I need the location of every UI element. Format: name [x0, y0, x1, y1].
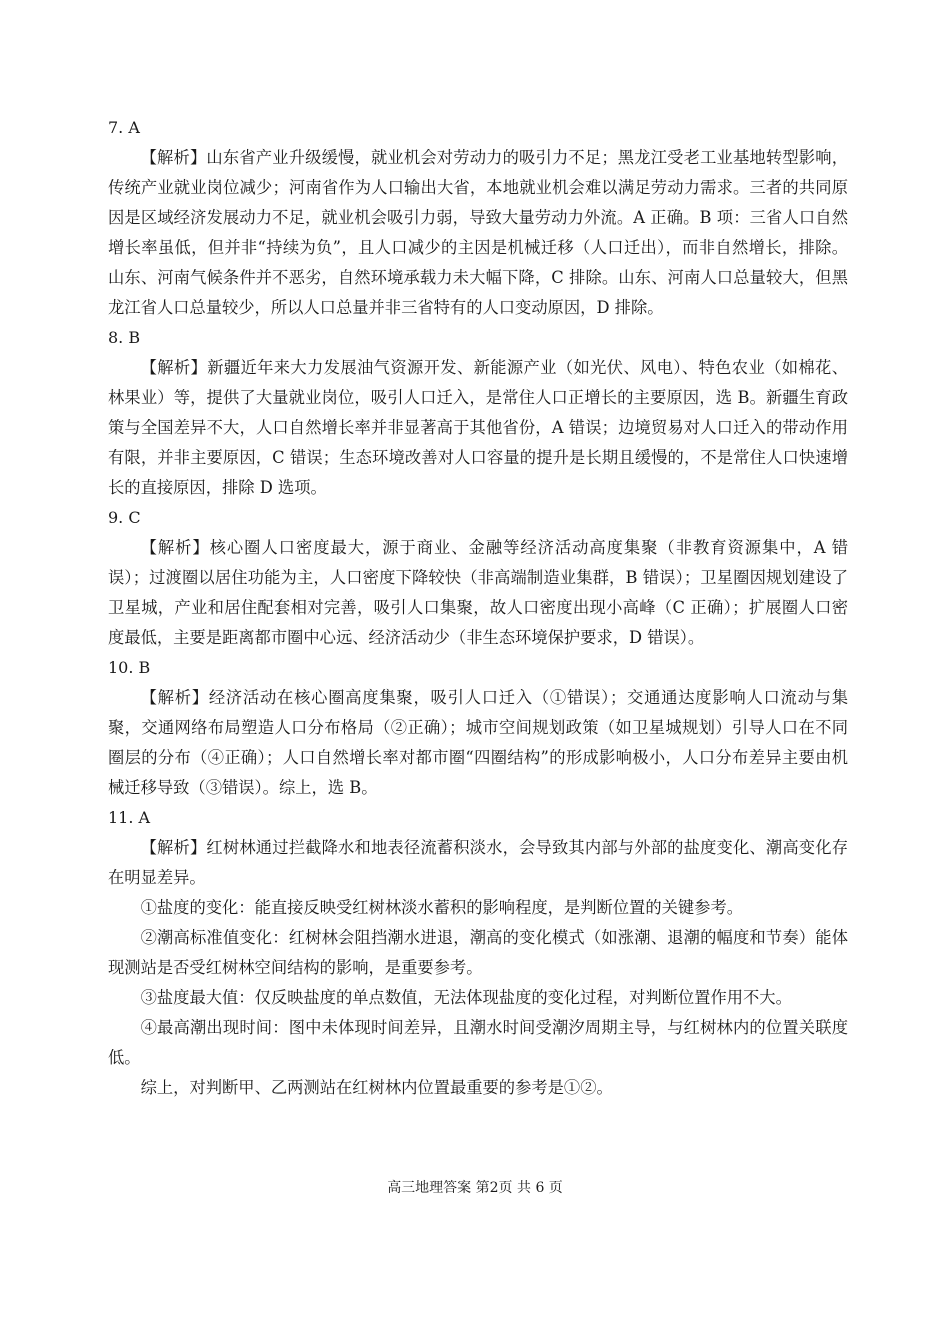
analysis-point-3: ③盐度最大值：仅反映盐度的单点数值，无法体现盐度的变化过程，对判断位置作用不大。: [140, 988, 792, 1007]
analysis-paragraph: 【解析】核心圈人口密度最大，源于商业、金融等经济活动高度集聚（非教育资源集中，A 错误）；过渡圈以居住功能为主，人口密度下降较快（非高端制造业集群，B 错误）；卫星圈因规划建设了卫星城，产业和居住配套相对完善，吸引人口集聚，故人口密度出现小高峰（C 正确）；扩展圈人口密度最低，主要是距离都市圈中心远、经济活动少（非生态环境保护要求，D 错误）。: [108, 538, 848, 647]
analysis-point-1: ①盐度的变化：能直接反映受红树林淡水蓄积的影响程度，是判断位置的关键参考。: [140, 898, 744, 917]
analysis-paragraph: 【解析】经济活动在核心圈高度集聚，吸引人口迁入（①错误）；交通通达度影响人口流动与集聚，交通网络布局塑造人口分布格局（②正确）；城市空间规划政策（如卫星城规划）引导人口在不同圈层的分布（④正确）；人口自然增长率对都市圈“四圈结构”的形成影响极小，人口分布差异主要由机械迁移导致（③错误）。综上，选 B。: [108, 688, 848, 797]
question-number: 9. C: [108, 508, 141, 527]
question-number: 10. B: [108, 658, 151, 677]
question-number: 7. A: [108, 118, 140, 137]
page-footer: 高三地理答案 第2页 共 6 页: [387, 1180, 563, 1196]
analysis-point-2: ②潮高标准值变化：红树林会阻挡潮水进退，潮高的变化模式（如涨潮、退潮的幅度和节奏）能体现测站是否受红树林空间结构的影响，是重要参考。: [108, 928, 848, 977]
analysis-conclusion: 综上，对判断甲、乙两测站在红树林内位置最重要的参考是①②。: [140, 1078, 613, 1097]
analysis-point-4: ④最高潮出现时间：图中未体现时间差异，且潮水时间受潮汐周期主导，与红树林内的位置关联度低。: [108, 1018, 848, 1067]
analysis-paragraph: 【解析】新疆近年来大力发展油气资源开发、新能源产业（如光伏、风电）、特色农业（如棉花、林果业）等，提供了大量就业岗位，吸引人口迁入，是常住人口正增长的主要原因，选 B。新疆生育政策与全国差异不大，人口自然增长率并非显著高于其他省份，A 错误；边境贸易对人口迁入的带动作用有限，并非主要原因，C 错误；生态环境改善对人口容量的提升是长期且缓慢的，不是常住人口快速增长的直接原因，排除 D 选项。: [108, 358, 848, 497]
question-number: 8. B: [108, 328, 141, 347]
question-10: [108, 653, 848, 803]
answer-page: [108, 113, 848, 1103]
question-8: [108, 323, 848, 503]
question-9: [108, 503, 848, 653]
question-7: [108, 113, 848, 323]
question-11: [108, 803, 848, 1103]
analysis-paragraph: 【解析】山东省产业升级缓慢，就业机会对劳动力的吸引力不足；黑龙江受老工业基地转型影响，传统产业就业岗位减少；河南省作为人口输出大省，本地就业机会难以满足劳动力需求。三者的共同原因是区域经济发展动力不足，就业机会吸引力弱，导致大量劳动力外流。A 正确。B 项：三省人口自然增长率虽低，但并非“持续为负”，且人口减少的主因是机械迁移（人口迁出），而非自然增长，排除。山东、河南气候条件并不恶劣，自然环境承载力未大幅下降，C 排除。山东、河南人口总量较大，但黑龙江省人口总量较少，所以人口总量并非三省特有的人口变动原因，D 排除。: [108, 148, 848, 317]
analysis-paragraph: 【解析】红树林通过拦截降水和地表径流蓄积淡水，会导致其内部与外部的盐度变化、潮高变化存在明显差异。: [108, 838, 848, 887]
question-number: 11. A: [108, 808, 151, 827]
